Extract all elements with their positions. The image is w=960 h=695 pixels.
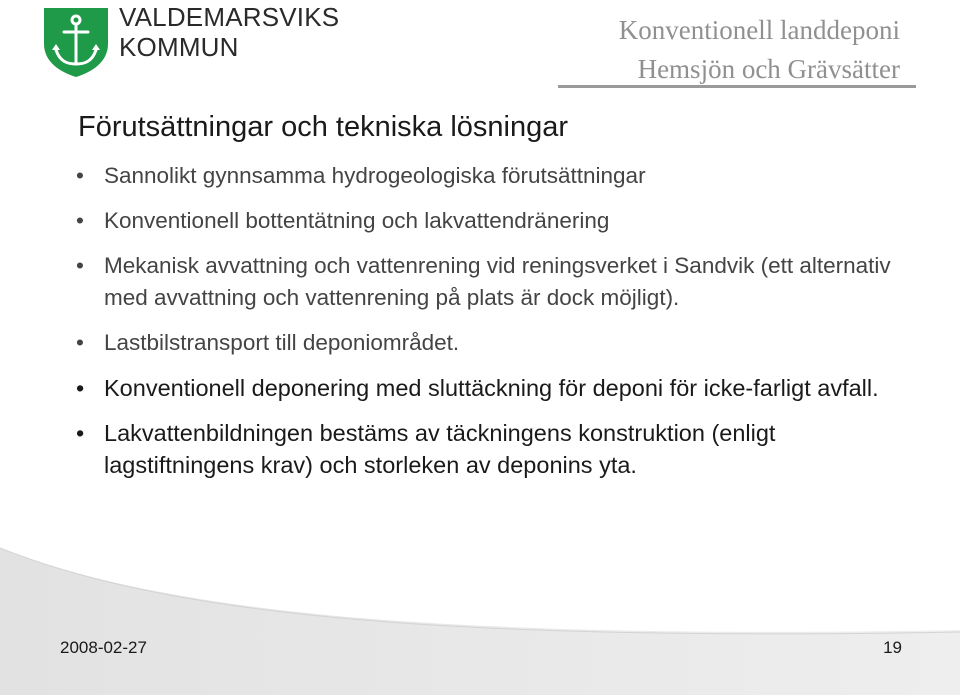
bullet-text: Mekanisk avvattning och vattenrening vid reningsverket i Sandvik (ett alternativ med avvattning och vattenrening på plats är dock möjligt). <box>104 253 891 310</box>
bullet-icon: • <box>76 253 84 278</box>
bullet-list <box>74 160 924 494</box>
bullet-item <box>74 327 924 359</box>
header-title-line-1: Konventionell landdeponi <box>618 15 900 45</box>
bullet-icon: • <box>76 163 84 188</box>
bullet-icon: • <box>76 330 84 355</box>
org-name-line-2: KOMMUN <box>119 32 239 62</box>
bullet-text: Konventionell bottentätning och lakvattendränering <box>104 208 610 233</box>
header-title-line-2: Hemsjön och Grävsätter <box>637 54 900 84</box>
bullet-item <box>74 417 924 481</box>
bullet-item <box>74 160 924 192</box>
bullet-icon: • <box>76 420 85 446</box>
bullet-text: Lakvattenbildningen bestäms av täckningens konstruktion (enligt lagstiftningens krav) och storleken av deponins yta. <box>104 420 776 478</box>
org-name-line-1: VALDEMARSVIKS <box>119 2 340 32</box>
page-number: 19 <box>883 638 902 657</box>
footer-date: 2008-02-27 <box>60 638 147 657</box>
header-divider <box>558 85 916 88</box>
bullet-item <box>74 372 924 404</box>
bullet-icon: • <box>76 375 85 401</box>
bullet-item <box>74 205 924 237</box>
anchor-shield-icon <box>42 6 110 78</box>
slide-heading: Förutsättningar och tekniska lösningar <box>78 111 569 143</box>
bullet-item <box>74 250 924 314</box>
bullet-icon: • <box>76 208 84 233</box>
bullet-text: Lastbilstransport till deponiområdet. <box>104 330 460 355</box>
bullet-text: Konventionell deponering med sluttäckning för deponi för icke-farligt avfall. <box>104 375 879 401</box>
bullet-text: Sannolikt gynnsamma hydrogeologiska förutsättningar <box>104 163 646 188</box>
